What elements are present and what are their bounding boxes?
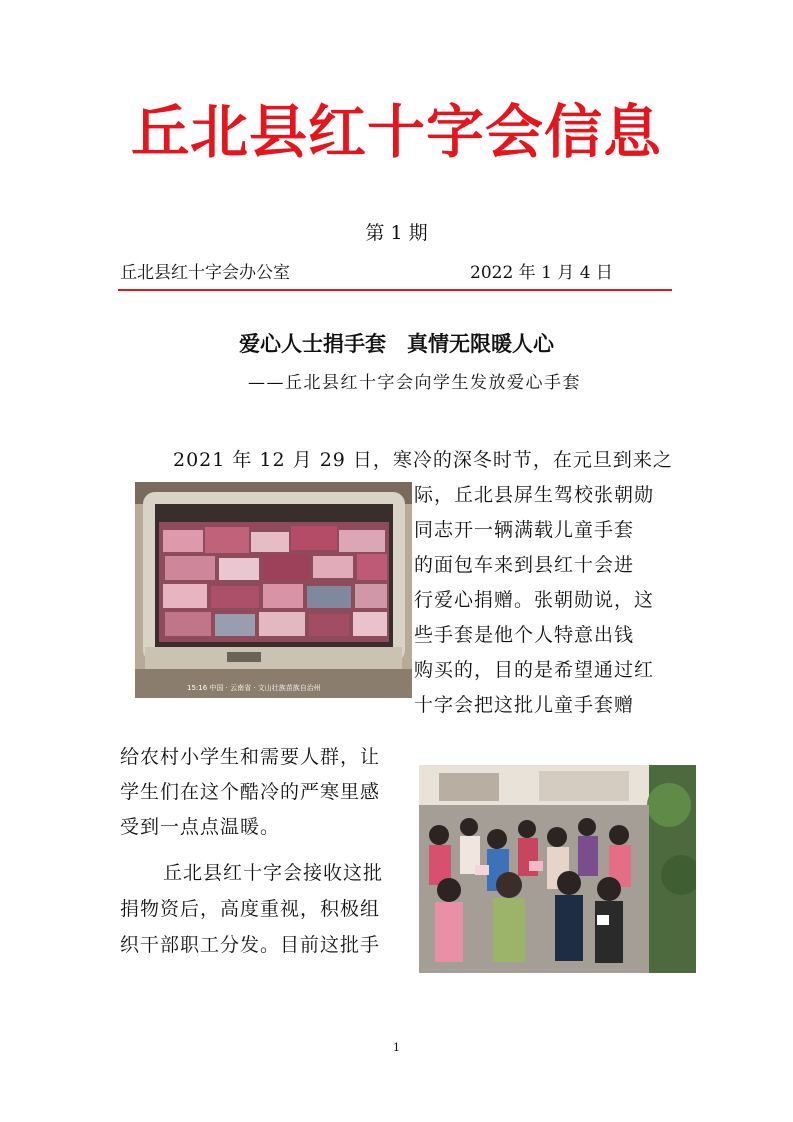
students-photo <box>419 765 696 973</box>
body-line: 行爱心捐赠。张朝勋说，这 <box>414 589 655 611</box>
issue-number: 第 1 期 <box>365 222 428 244</box>
body-line: 些手套是他个人特意出钱 <box>414 624 635 646</box>
body-line: 的面包车来到县红十会进 <box>414 554 635 576</box>
body-line: 捐物资后，高度重视，积极组 <box>120 898 381 920</box>
body-line: 给农村小学生和需要人群，让 <box>120 746 381 768</box>
photo-watermark: 15:16 中国 · 云南省 · 文山壮族苗族自治州 <box>187 684 321 692</box>
body-line: 受到一点点温暖。 <box>120 816 281 838</box>
body-line: 织干部职工分发。目前这批手 <box>120 934 381 956</box>
body-line: 学生们在这个酷冷的严寒里感 <box>120 781 381 803</box>
van-gloves-photo <box>135 482 412 698</box>
masthead-title: 丘北县红十字会信息 <box>130 98 662 166</box>
body-line: 际，丘北县屏生驾校张朝勋 <box>414 484 655 506</box>
article-subtitle: ——丘北县红十字会向学生发放爱心手套 <box>248 373 581 393</box>
header-divider <box>118 289 672 291</box>
issuing-office: 丘北县红十字会办公室 <box>120 263 290 283</box>
body-line: 丘北县红十字会接收这批 <box>163 862 384 884</box>
body-line: 十字会把这批儿童手套赠 <box>414 694 635 716</box>
page-number: 1 <box>393 1041 400 1054</box>
body-line: 购买的，目的是希望通过红 <box>414 659 655 681</box>
article-title: 爱心人士捐手套 真情无限暖人心 <box>239 332 554 356</box>
issue-date: 2022 年 1 月 4 日 <box>470 263 613 283</box>
body-line: 2021 年 12 月 29 日，寒冷的深冬时节，在元旦到来之 <box>173 449 673 471</box>
body-line: 同志开一辆满载儿童手套 <box>414 519 635 541</box>
